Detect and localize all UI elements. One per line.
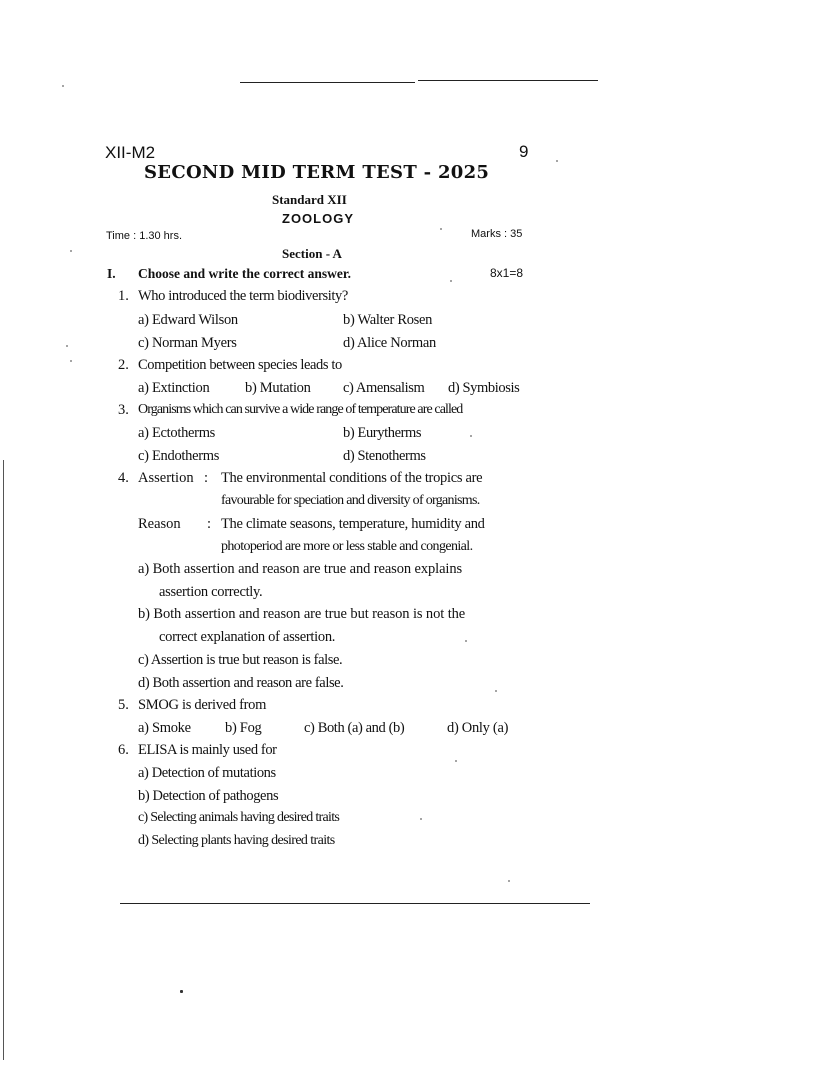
option-continued: correct explanation of assertion.: [159, 629, 336, 645]
scan-speck: [66, 345, 68, 347]
reason-text: The climate seasons, temperature, humidity and: [221, 516, 485, 532]
part-instruction: Choose and write the correct answer.: [138, 266, 351, 281]
option: d) Stenotherms: [343, 448, 426, 464]
bottom-rule: [120, 903, 590, 904]
paper-code: XII-M2: [105, 143, 156, 162]
option: d) Alice Norman: [343, 335, 436, 351]
question-text: Who introduced the term biodiversity?: [138, 288, 348, 304]
scan-speck: [440, 228, 442, 230]
scan-speck: [450, 280, 452, 282]
scan-speck: [70, 360, 72, 362]
scan-speck: [470, 435, 472, 437]
option: a) Smoke: [138, 720, 191, 736]
top-rule-right: [418, 80, 598, 81]
part-marks: 8x1=8: [490, 266, 524, 280]
option: d) Selecting plants having desired traits: [138, 833, 335, 848]
scan-speck: [556, 160, 558, 162]
top-rule-left: [240, 82, 415, 83]
standard-label: Standard XII: [272, 192, 347, 207]
option: d) Symbiosis: [448, 380, 520, 396]
scan-speck: [62, 85, 64, 87]
option-continued: assertion correctly.: [159, 584, 263, 600]
scan-speck: [465, 640, 467, 642]
scan-speck: [420, 818, 422, 820]
assertion-text: The environmental conditions of the tropics are: [221, 470, 483, 486]
section-heading: Section - A: [282, 246, 342, 261]
option: c) Norman Myers: [138, 335, 237, 351]
option: a) Detection of mutations: [138, 765, 276, 781]
time-label: Time : 1.30 hrs.: [106, 230, 183, 242]
question-number: 3.: [118, 402, 129, 418]
question-number: 6.: [118, 742, 129, 758]
left-margin-line: [3, 460, 4, 1060]
option: c) Amensalism: [343, 380, 425, 396]
option: b) Walter Rosen: [343, 312, 433, 328]
reason-colon: :: [207, 516, 212, 532]
option: a) Extinction: [138, 380, 210, 396]
scan-speck: [495, 690, 497, 692]
option: b) Mutation: [245, 380, 311, 396]
option: a) Edward Wilson: [138, 312, 238, 328]
scan-speck: [508, 880, 510, 882]
option: b) Detection of pathogens: [138, 788, 279, 804]
option: b) Both assertion and reason are true but reason is not the: [138, 606, 466, 622]
marks-label: Marks : 35: [471, 228, 523, 240]
subject-label: ZOOLOGY: [282, 211, 354, 226]
part-numeral: I.: [107, 266, 116, 281]
page-title: SECOND MID TERM TEST - 2025: [144, 162, 490, 183]
question-text: ELISA is mainly used for: [138, 742, 277, 758]
question-text: Organisms which can survive a wide range of temperature are called: [138, 402, 463, 417]
option: b) Eurytherms: [343, 425, 422, 441]
question-text: SMOG is derived from: [138, 697, 267, 713]
question-number: 1.: [118, 288, 129, 304]
assertion-label: Assertion: [138, 470, 194, 486]
option: c) Endotherms: [138, 448, 220, 464]
question-number: 4.: [118, 470, 129, 486]
scan-speck: [180, 990, 183, 993]
scan-speck: [455, 760, 457, 762]
page-number: 9: [519, 142, 529, 161]
assertion-colon: :: [204, 470, 209, 486]
scan-speck: [70, 250, 72, 252]
option: d) Only (a): [447, 720, 509, 736]
question-text: Competition between species leads to: [138, 357, 342, 373]
option: d) Both assertion and reason are false.: [138, 675, 344, 691]
assertion-text: favourable for speciation and diversity of organisms.: [221, 493, 480, 508]
reason-text: photoperiod are more or less stable and congenial.: [221, 539, 473, 554]
option: c) Selecting animals having desired traits: [138, 810, 340, 825]
option: c) Assertion is true but reason is false.: [138, 652, 343, 668]
question-number: 5.: [118, 697, 129, 713]
question-number: 2.: [118, 357, 129, 373]
reason-label: Reason: [138, 516, 181, 532]
option: a) Ectotherms: [138, 425, 216, 441]
option: c) Both (a) and (b): [304, 720, 405, 736]
option: b) Fog: [225, 720, 262, 736]
option: a) Both assertion and reason are true and reason explains: [138, 561, 463, 577]
